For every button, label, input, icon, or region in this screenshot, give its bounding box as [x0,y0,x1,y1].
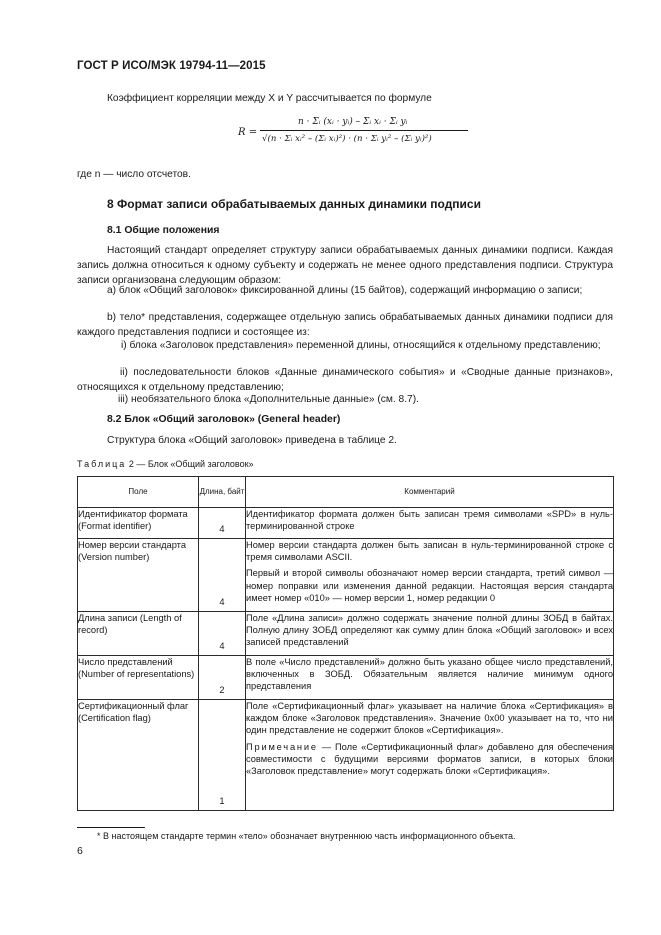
field-cell: Длина записи (Length of record) [78,612,199,656]
section-8-1-paragraph: Настоящий стандарт определяет структуру записи обрабатываемых данных динамики подписи. Каждая запись должна относиться к одному субъекту и содержать не менее одного представления подписи. Структура записи организована следующим образом: [77,245,613,287]
comment-text-2: Первый и второй символы обозначают номер версии стандарта, третий символ — номер поправки или изменения данной редакции. Настоящая версия стандарта имеет номер «010» — номер версии 1, номер редакции 0 [246,568,613,603]
section-8-2-paragraph: Структура блока «Общий заголовок» приведена в таблице 2. [107,435,397,446]
comment-text: Идентификатор формата должен быть записан тремя символами «SPD» в нуль-терминированной строке [246,509,613,532]
length-cell [199,508,246,539]
comment-note [246,741,613,778]
section-8-2-title: 8.2 Блок «Общий заголовок» (General header) [107,414,341,425]
list-item-b-ii: ii) последовательности блоков «Данные динамического события» и «Сводные данные признаков», относящихся к отдельному представлению; [77,367,613,394]
footnote-divider [77,827,145,828]
table-row [78,656,614,700]
general-header-table [77,476,614,811]
formula-numerator: n · Σᵢ (xᵢ · yᵢ) – Σᵢ xᵢ · Σᵢ yᵢ [298,117,408,127]
table-row [78,508,614,539]
where-definition: где n — число отсчетов. [77,169,191,180]
length-cell [199,612,246,656]
length-cell [199,700,246,811]
length-cell [199,656,246,700]
footnote: * В настоящем стандарте термин «тело» обозначает внутреннюю часть информационного объекта. [97,831,516,841]
section-8-title: 8 Формат записи обрабатываемых данных динамики подписи [107,197,481,211]
formula-lhs: R = [238,127,258,138]
table-row [78,539,614,612]
list-item-b-iii: iii) необязательного блока «Дополнительные данные» (см. 8.7). [118,394,419,405]
comment-cell [246,508,614,539]
list-item-b: b) тело* представления, содержащее отдельную запись обрабатываемых данных динамики подписи для каждого представления подписи и состоящее из: [77,312,613,339]
field-cell: Число представлений (Number of representations) [78,656,199,700]
length-value: 4 [219,596,225,607]
correlation-formula [238,117,468,155]
list-item-b-i: i) блока «Заголовок представления» переменной длины, относящийся к отдельному представлению; [121,340,601,351]
column-header-field: Поле [78,477,199,508]
formula-denominator: √(n · Σᵢ xᵢ² – (Σᵢ xᵢ)²) · (n · Σᵢ yᵢ² – (Σᵢ yᵢ)²) [262,134,432,144]
comment-text: Поле «Сертификационный флаг» указывает на наличие блока «Сертификация» в каждом блоке «Заголовок представления». Значение 0x00 указывает на то, что ни один представление не содержит блоков «Сертификация». [246,701,613,736]
column-header-length: Длина, байт [199,477,246,508]
field-cell: Номер версии стандарта (Version number) [78,539,199,612]
length-value: 4 [219,523,225,534]
table-header-row [78,477,614,508]
table-caption-prefix: Таблица [77,459,127,469]
formula-fraction-bar [260,130,468,131]
document-header: ГОСТ Р ИСО/МЭК 19794-11—2015 [77,60,266,72]
column-header-comment: Комментарий [246,477,614,508]
comment-cell [246,700,614,811]
comment-cell [246,656,614,700]
section-8-1-title: 8.1 Общие положения [107,225,220,236]
correlation-intro: Коэффициент корреляции между X и Y рассчитывается по формуле [107,93,432,104]
length-value: 4 [219,640,225,651]
length-value: 2 [219,684,225,695]
table-row [78,612,614,656]
table-caption [77,459,254,469]
note-label: Примечание [246,741,318,752]
length-value: 1 [219,795,225,806]
comment-cell [246,612,614,656]
comment-text: В поле «Число представлений» должно быть указано общее число представлений, включенных в ЗОБД. Обязательным является наличие минимум одного представления [246,657,613,692]
field-cell: Идентификатор формата (Format identifier) [78,508,199,539]
comment-text: Поле «Длина записи» должно содержать значение полной длины ЗОБД в байтах. Полную длину ЗОБД определяют как сумму длин блока «Общий заголовок» и всех записей представлений [246,613,613,648]
note-text: — Поле «Сертификационный флаг» добавлено для обеспечения совместимости с будущими версиями форматов записи, в которых блоки «Заголовок представление» могут содержать блоки «Сертификация». [246,741,613,777]
table-row [78,700,614,811]
page-number: 6 [77,845,83,857]
length-cell [199,539,246,612]
table-caption-text: 2 — Блок «Общий заголовок» [128,459,254,469]
comment-text: Номер версии стандарта должен быть записан в нуль-терминированной строке с тремя символами ASCII. [246,540,613,563]
list-item-a: a) блок «Общий заголовок» фиксированной длины (15 байтов), содержащий информацию о записи; [107,285,583,296]
comment-cell [246,539,614,612]
field-cell: Сертификационный флаг (Certification flag) [78,700,199,811]
